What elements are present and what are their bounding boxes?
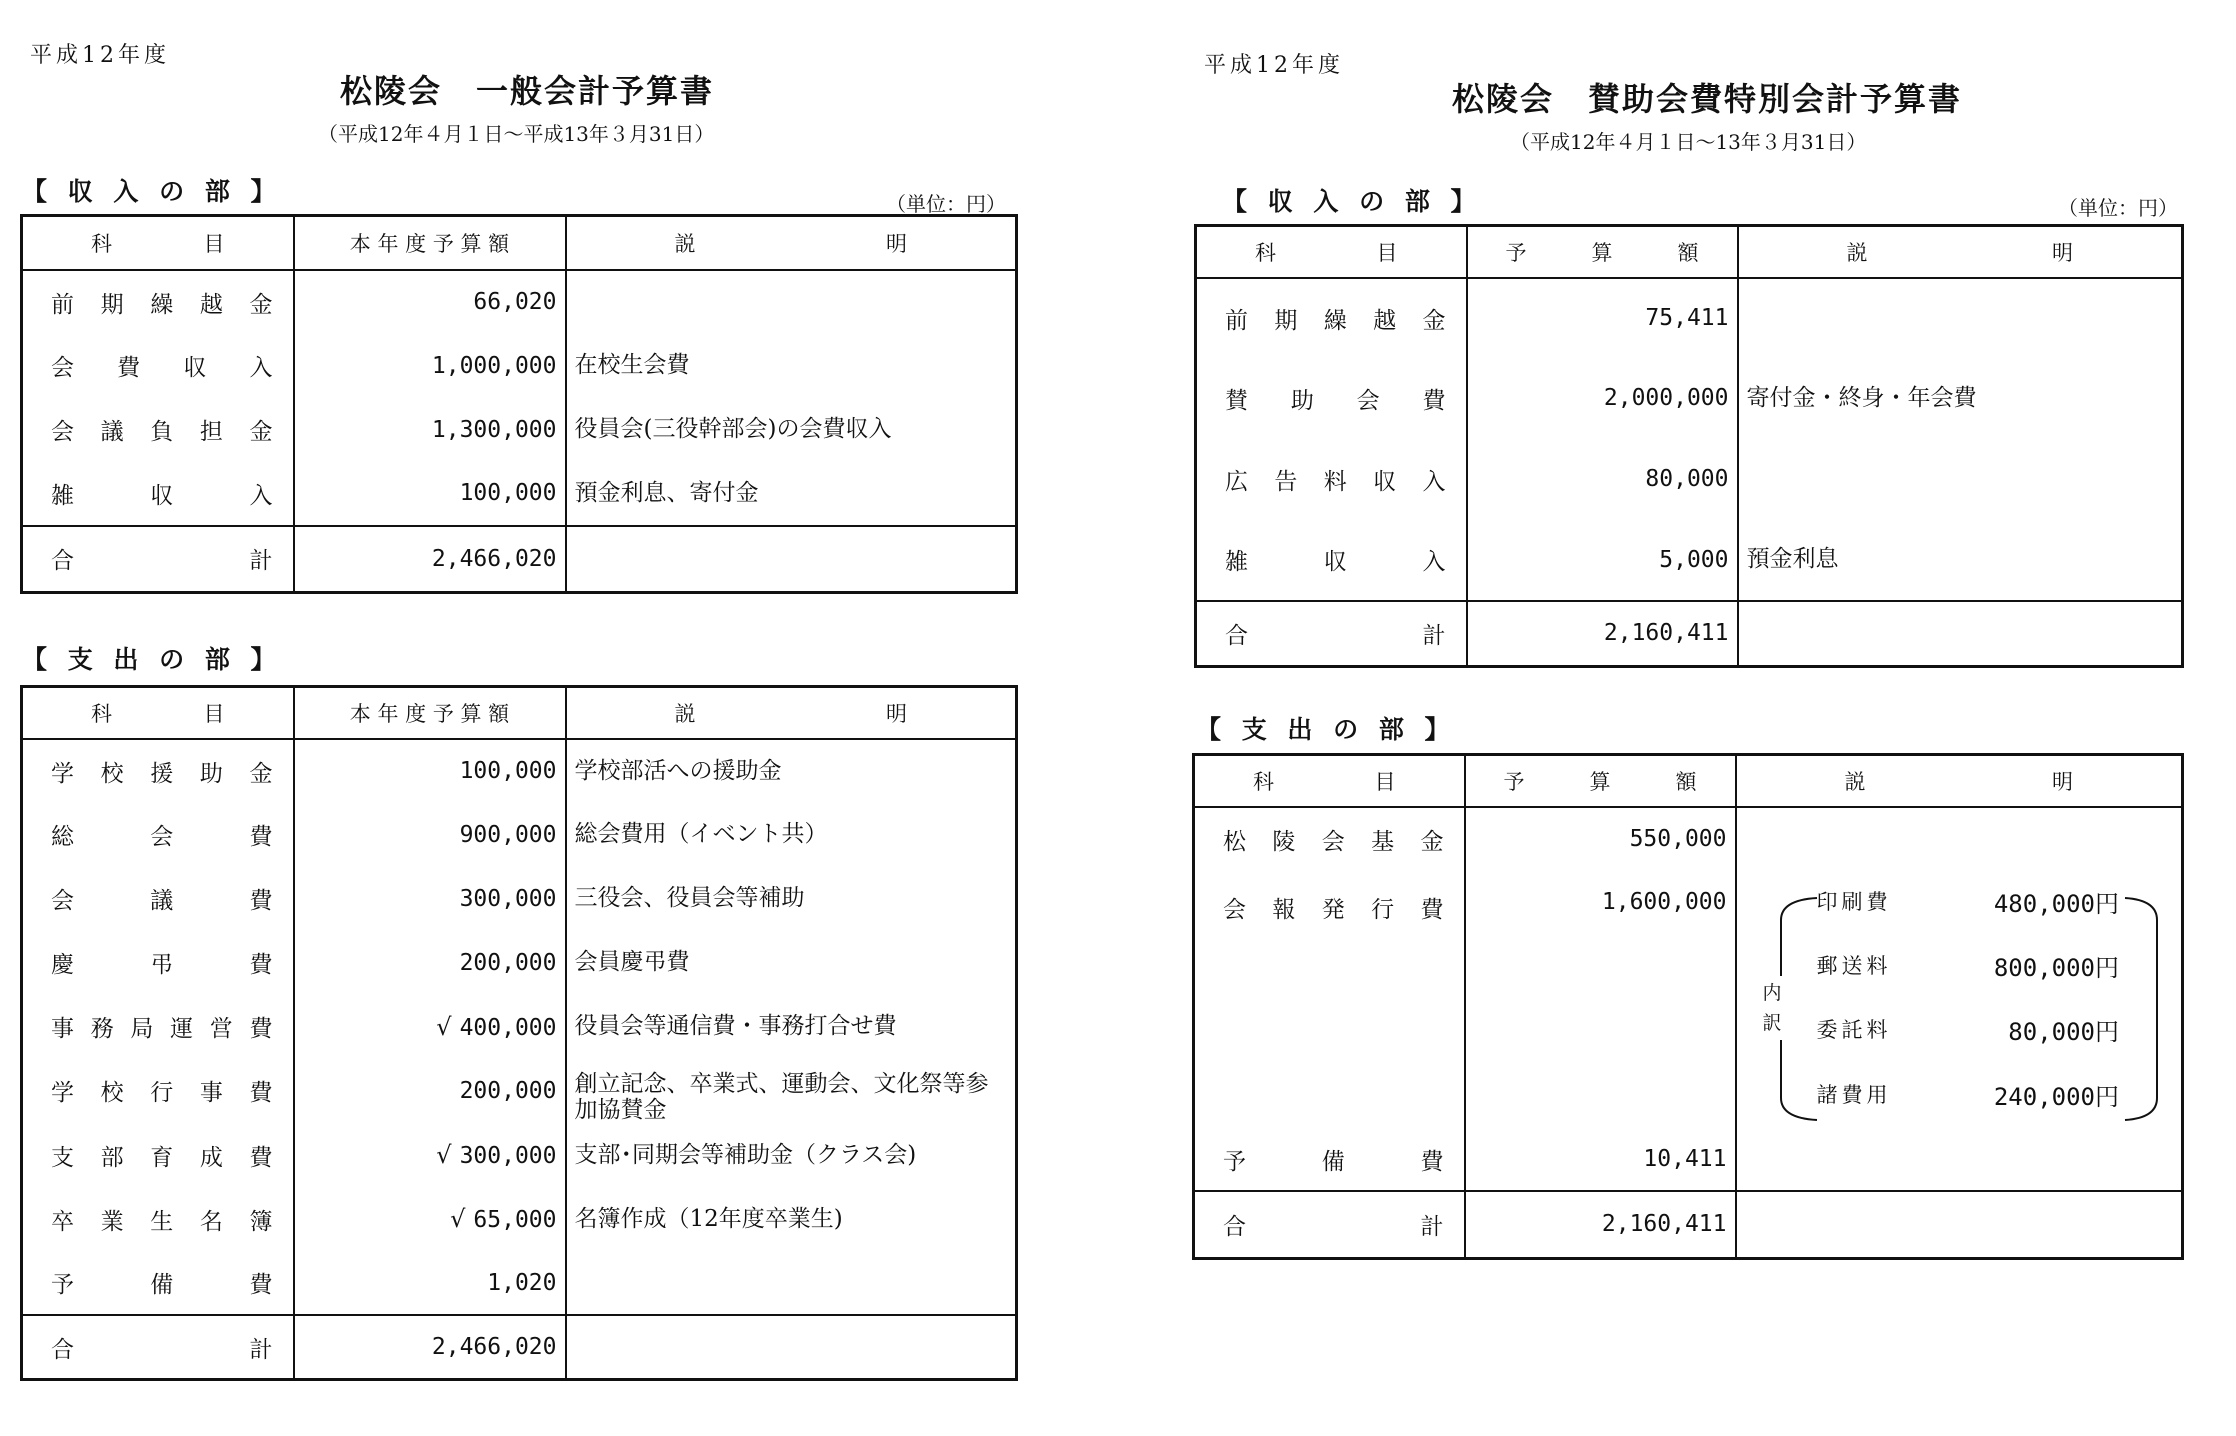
row-subject: 会 議 費 (51, 888, 273, 914)
breakdown-label: 訳 (1762, 1011, 1782, 1034)
total-description (566, 526, 1017, 593)
expense-section-heading: 【 支 出 の 部 】 (22, 645, 282, 674)
amount-header: 本 年 度 予 算 額 (294, 216, 566, 270)
table-row (22, 1187, 1017, 1251)
breakdown-label: 内 (1762, 981, 1782, 1004)
total-label: 合 計 (1225, 622, 1446, 649)
row-amount: 2,000,000 (1467, 358, 1738, 439)
table-row (1196, 520, 2183, 601)
table-row (22, 995, 1017, 1059)
row-amount: 75,411 (1467, 278, 1738, 358)
row-amount: 1,000,000 (294, 334, 566, 398)
subject-header: 科 目 (91, 231, 225, 256)
total-description (566, 1315, 1017, 1379)
row-subject: 会 費 収 入 (51, 355, 273, 381)
total-row (1196, 601, 2183, 667)
row-description (1738, 439, 2183, 520)
breakdown-item-amount: 80,000円 (2008, 1017, 2119, 1046)
check-mark: √ (436, 1141, 452, 1170)
table-row (22, 1251, 1017, 1315)
description-header: 説 明 (674, 231, 907, 256)
row-subject: 会 議 負 担 金 (51, 419, 273, 445)
description-header: 説 明 (1844, 769, 2073, 794)
table-row (22, 1123, 1017, 1187)
row-description: 役員会(三役幹部会)の会費収入 (566, 398, 1017, 462)
check-mark: √ (450, 1205, 466, 1234)
table-row (1196, 278, 2183, 358)
table-row (22, 462, 1017, 526)
table-row (22, 867, 1017, 931)
total-amount: 2,160,411 (1465, 1191, 1736, 1259)
row-amount: 300,000 (459, 885, 557, 912)
row-description: 会員慶弔費 (566, 931, 1017, 995)
document-title: 松陵会 賛助会費特別会計予算書 (1452, 80, 1963, 118)
row-amount: 1,600,000 (1465, 871, 1736, 1129)
breakdown-item-name: 委託料 (1816, 1017, 1892, 1042)
row-amount: 300,000 (459, 1143, 557, 1170)
row-subject: 広 告 料 収 入 (1225, 468, 1446, 495)
budget-period: （平成12年４月１日～平成13年３月31日） (318, 122, 715, 146)
breakdown-item-name: 諸費用 (1816, 1082, 1892, 1107)
row-amount: 200,000 (459, 1077, 557, 1104)
breakdown-item-amount: 800,000円 (1993, 953, 2119, 982)
breakdown-item-amount: 240,000円 (1993, 1082, 2119, 1111)
table-header-row (22, 216, 1017, 270)
document-title: 松陵会 一般会計予算書 (340, 72, 715, 110)
breakdown-item-name: 印刷費 (1816, 889, 1892, 914)
table-row (22, 739, 1017, 803)
total-row (22, 526, 1017, 593)
amount-header: 予 算 額 (1505, 240, 1699, 265)
breakdown-item-amount: 480,000円 (1993, 889, 2119, 918)
description-header: 説 明 (1846, 240, 2073, 265)
row-subject: 卒 業 生 名 簿 (51, 1208, 273, 1235)
row-subject: 予 備 費 (1223, 1148, 1444, 1175)
row-subject: 賛 助 会 費 (1225, 387, 1446, 414)
row-description: 名簿作成（12年度卒業生) (566, 1187, 1017, 1251)
row-description: 三役会、役員会等補助 (566, 867, 1017, 931)
table-row (1194, 807, 2183, 871)
row-amount: 65,000 (473, 1207, 557, 1234)
amount-header: 本 年 度 予 算 額 (294, 687, 566, 739)
table-row (22, 334, 1017, 398)
row-description: 創立記念、卒業式、運動会、文化祭等参加協賛金 (566, 1059, 1017, 1124)
row-subject: 予 備 費 (51, 1272, 273, 1299)
row-amount: 550,000 (1465, 807, 1736, 871)
row-description (1738, 278, 2183, 358)
row-description (566, 1251, 1017, 1315)
row-amount: 100,000 (294, 462, 566, 526)
subject-header: 科 目 (91, 701, 225, 726)
income-table (20, 214, 1018, 594)
table-header-row (1196, 226, 2183, 278)
total-row (1194, 1191, 2183, 1259)
row-subject: 前 期 繰 越 金 (51, 291, 273, 318)
left-brace (1781, 898, 1817, 1120)
row-description: 役員会等通信費・事務打合せ費 (566, 995, 1017, 1059)
row-subject: 雑 収 入 (51, 482, 273, 509)
row-description: 預金利息 (1738, 520, 2183, 601)
table-row (1196, 358, 2183, 439)
fiscal-year: 平成12年度 (1204, 53, 1344, 78)
row-amount: 66,020 (294, 270, 566, 334)
row-description: 総会費用（イベント共） (566, 803, 1017, 867)
table-row (22, 931, 1017, 995)
table-row (1196, 439, 2183, 520)
table-header-row (1194, 755, 2183, 807)
row-subject: 慶 弔 費 (51, 952, 273, 978)
expense-table (1192, 753, 2184, 1260)
row-description: 預金利息、寄付金 (566, 462, 1017, 526)
row-amount: 80,000 (1467, 439, 1738, 520)
breakdown-cell (1736, 807, 2183, 1191)
amount-header: 予 算 額 (1503, 769, 1697, 794)
unit-label: （単位：円） (2058, 196, 2178, 220)
subject-header: 科 目 (1255, 240, 1398, 265)
row-description: 学校部活への援助金 (566, 739, 1017, 803)
row-amount: 1,020 (487, 1269, 557, 1296)
row-subject: 会 報 発 行 費 (1223, 896, 1444, 923)
right-brace (2125, 898, 2157, 1120)
fiscal-year: 平成12年度 (30, 43, 170, 68)
expense-table (20, 685, 1018, 1381)
income-section-heading: 【 収 入 の 部 】 (22, 177, 282, 206)
total-description (1738, 601, 2183, 667)
total-label: 合 計 (51, 548, 273, 575)
check-mark: √ (436, 1012, 452, 1041)
total-amount: 2,466,020 (294, 1315, 566, 1379)
row-subject: 事 務 局 運 営 費 (51, 1016, 273, 1042)
budget-period: （平成12年４月１日～13年３月31日） (1510, 130, 1867, 154)
total-amount: 2,160,411 (1467, 601, 1738, 667)
breakdown-box (1737, 808, 2182, 1128)
row-amount: 1,300,000 (294, 398, 566, 462)
total-row (22, 1315, 1017, 1379)
income-section-heading: 【 収 入 の 部 】 (1222, 187, 1482, 216)
row-subject: 支 部 育 成 費 (51, 1144, 273, 1171)
breakdown-item-name: 郵送料 (1816, 953, 1892, 978)
description-header: 説 明 (674, 701, 907, 726)
expense-section-heading: 【 支 出 の 部 】 (1196, 715, 1456, 744)
row-subject: 学 校 行 事 費 (51, 1080, 273, 1107)
total-amount: 2,466,020 (294, 526, 566, 593)
row-description: 寄付金・終身・年会費 (1738, 358, 2183, 439)
row-subject: 雑 収 入 (1225, 549, 1446, 575)
row-amount: 100,000 (459, 758, 557, 784)
row-description: 在校生会費 (566, 334, 1017, 398)
row-subject: 総 会 費 (51, 824, 273, 850)
table-header-row (22, 687, 1017, 739)
table-row (22, 803, 1017, 867)
row-amount: 10,411 (1465, 1129, 1736, 1191)
row-subject: 学 校 援 助 金 (51, 760, 273, 787)
table-row (22, 1059, 1017, 1124)
row-subject: 松 陵 会 基 金 (1223, 828, 1444, 855)
row-amount: 5,000 (1467, 520, 1738, 601)
row-amount: 400,000 (459, 1014, 557, 1041)
table-row (22, 270, 1017, 334)
row-description: 支部･同期会等補助金（クラス会) (566, 1123, 1017, 1187)
row-subject: 前 期 繰 越 金 (1225, 307, 1446, 334)
total-label: 合 計 (1223, 1213, 1444, 1240)
total-label: 合 計 (51, 1336, 273, 1363)
subject-header: 科 目 (1253, 769, 1396, 794)
income-table (1194, 224, 2184, 668)
row-amount: 200,000 (459, 949, 557, 976)
unit-label: （単位：円） (886, 192, 1006, 216)
row-amount: 900,000 (459, 821, 557, 848)
row-description (566, 270, 1017, 334)
total-description (1736, 1191, 2183, 1259)
table-row (22, 398, 1017, 462)
